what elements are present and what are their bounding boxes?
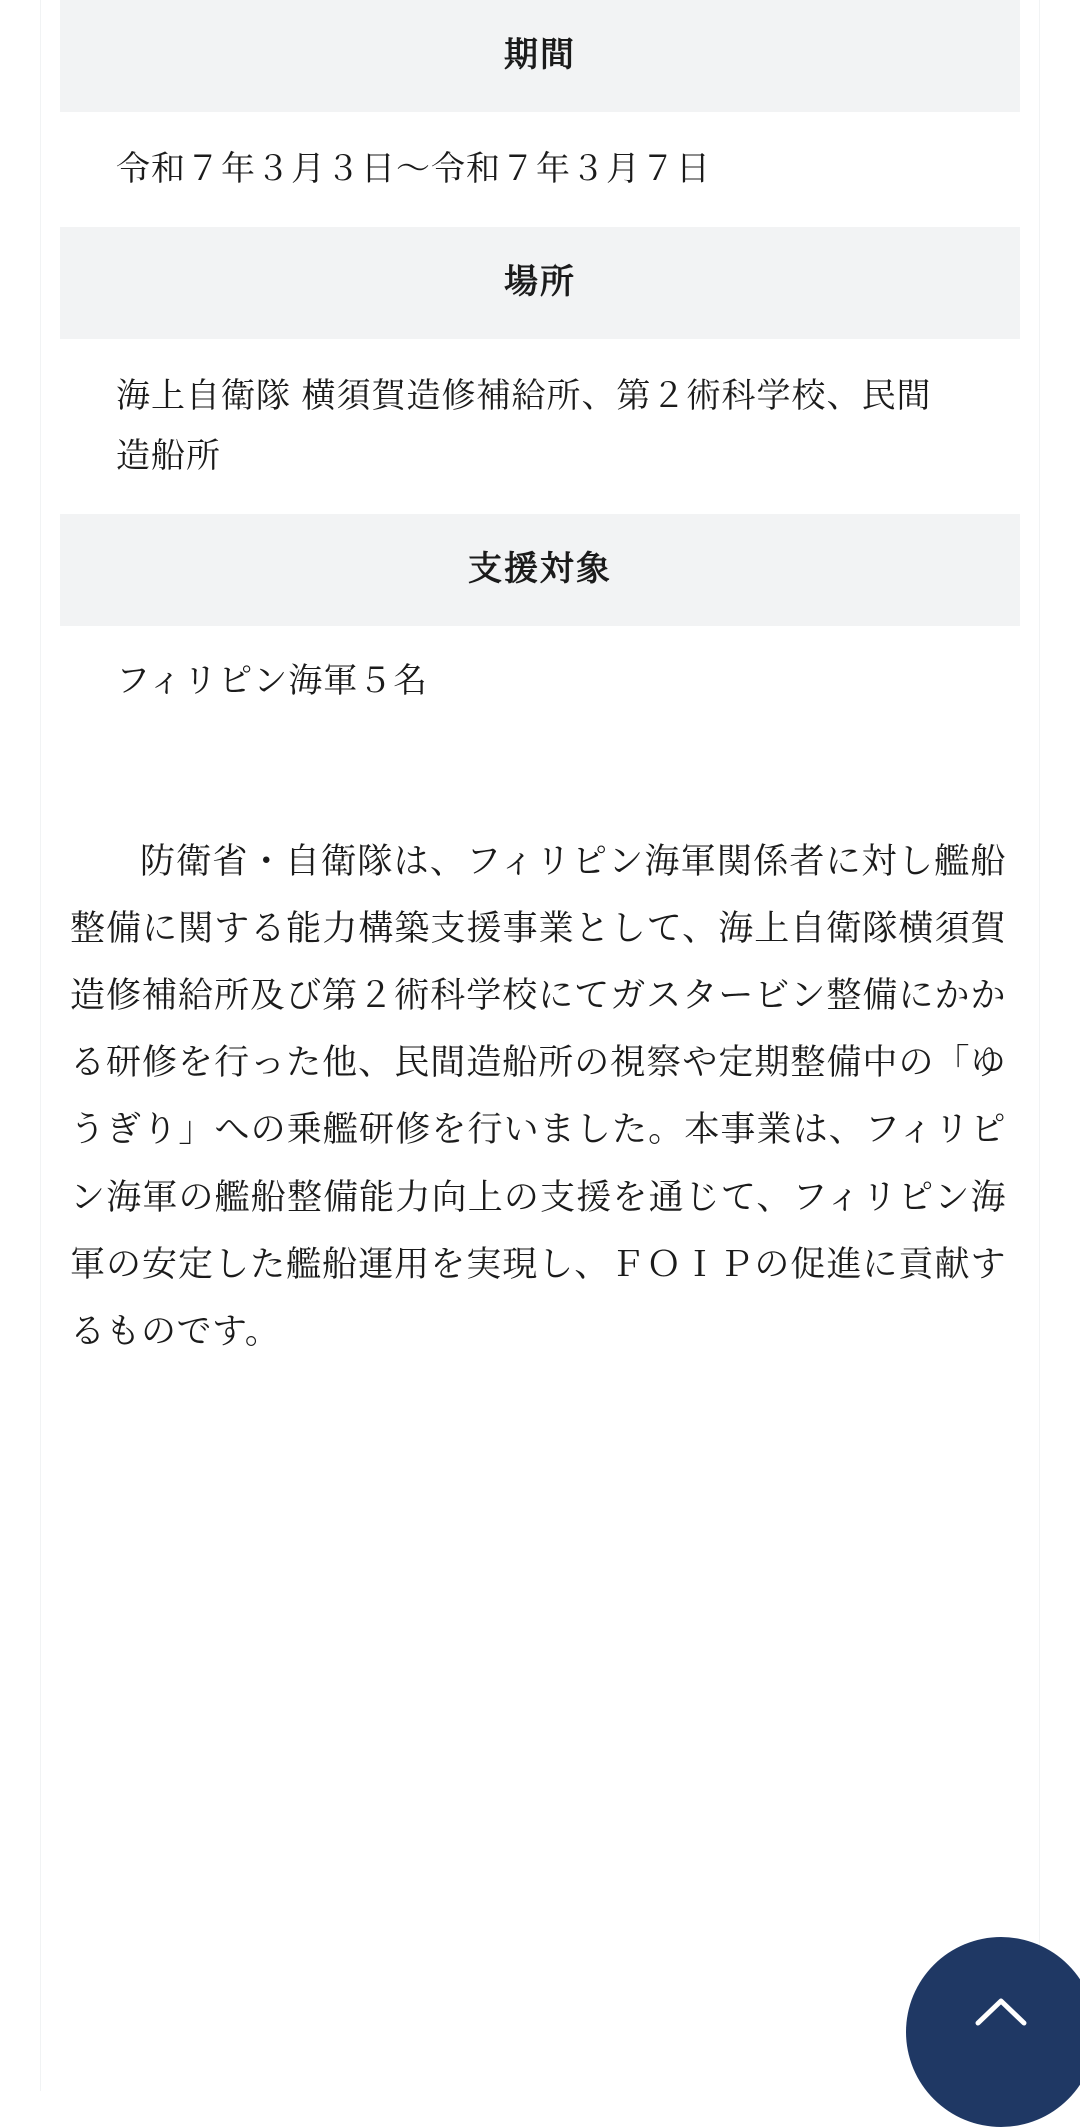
table-row-header-target xyxy=(60,514,1020,626)
event-details-table xyxy=(60,0,1020,742)
table-row-header-location xyxy=(60,227,1020,339)
back-to-top-label xyxy=(1001,1936,1002,1937)
table-value-target: フィリピン海軍５名 xyxy=(60,626,1020,742)
table-header-period: 期間 xyxy=(60,0,1020,112)
table-row-value-period xyxy=(60,112,1020,228)
table-value-period: 令和７年３月３日〜令和７年３月７日 xyxy=(60,112,1020,228)
chevron-up-icon xyxy=(970,1983,1032,2045)
article-content xyxy=(60,0,1020,1365)
article-body-paragraph: 防衛省・自衛隊は、フィリピン海軍関係者に対し艦船整備に関する能力構築支援事業として、海上自衛隊横須賀造修補給所及び第２術科学校にてガスタービン整備にかかる研修を行った他、民間造船所の視察や定期整備中の「ゆうぎり」への乗艦研修を行いました。本事業は、フィリピン海軍の艦船整備能力向上の支援を通じて、フィリピン海軍の安定した艦船運用を実現し、ＦＯＩＰの促進に貢献するものです。 xyxy=(70,841,1006,1351)
page-left-gutter xyxy=(0,0,41,2091)
content-spacer xyxy=(60,742,1020,828)
page-right-gutter xyxy=(1039,0,1080,2091)
table-row-value-target xyxy=(60,626,1020,742)
table-header-location: 場所 xyxy=(60,227,1020,339)
table-row-value-location xyxy=(60,339,1020,514)
back-to-top-button[interactable] xyxy=(906,1937,1080,2127)
table-header-target: 支援対象 xyxy=(60,514,1020,626)
table-row-header-period xyxy=(60,0,1020,112)
table-value-location: 海上自衛隊 横須賀造修補給所、第２術科学校、民間造船所 xyxy=(60,339,1020,514)
